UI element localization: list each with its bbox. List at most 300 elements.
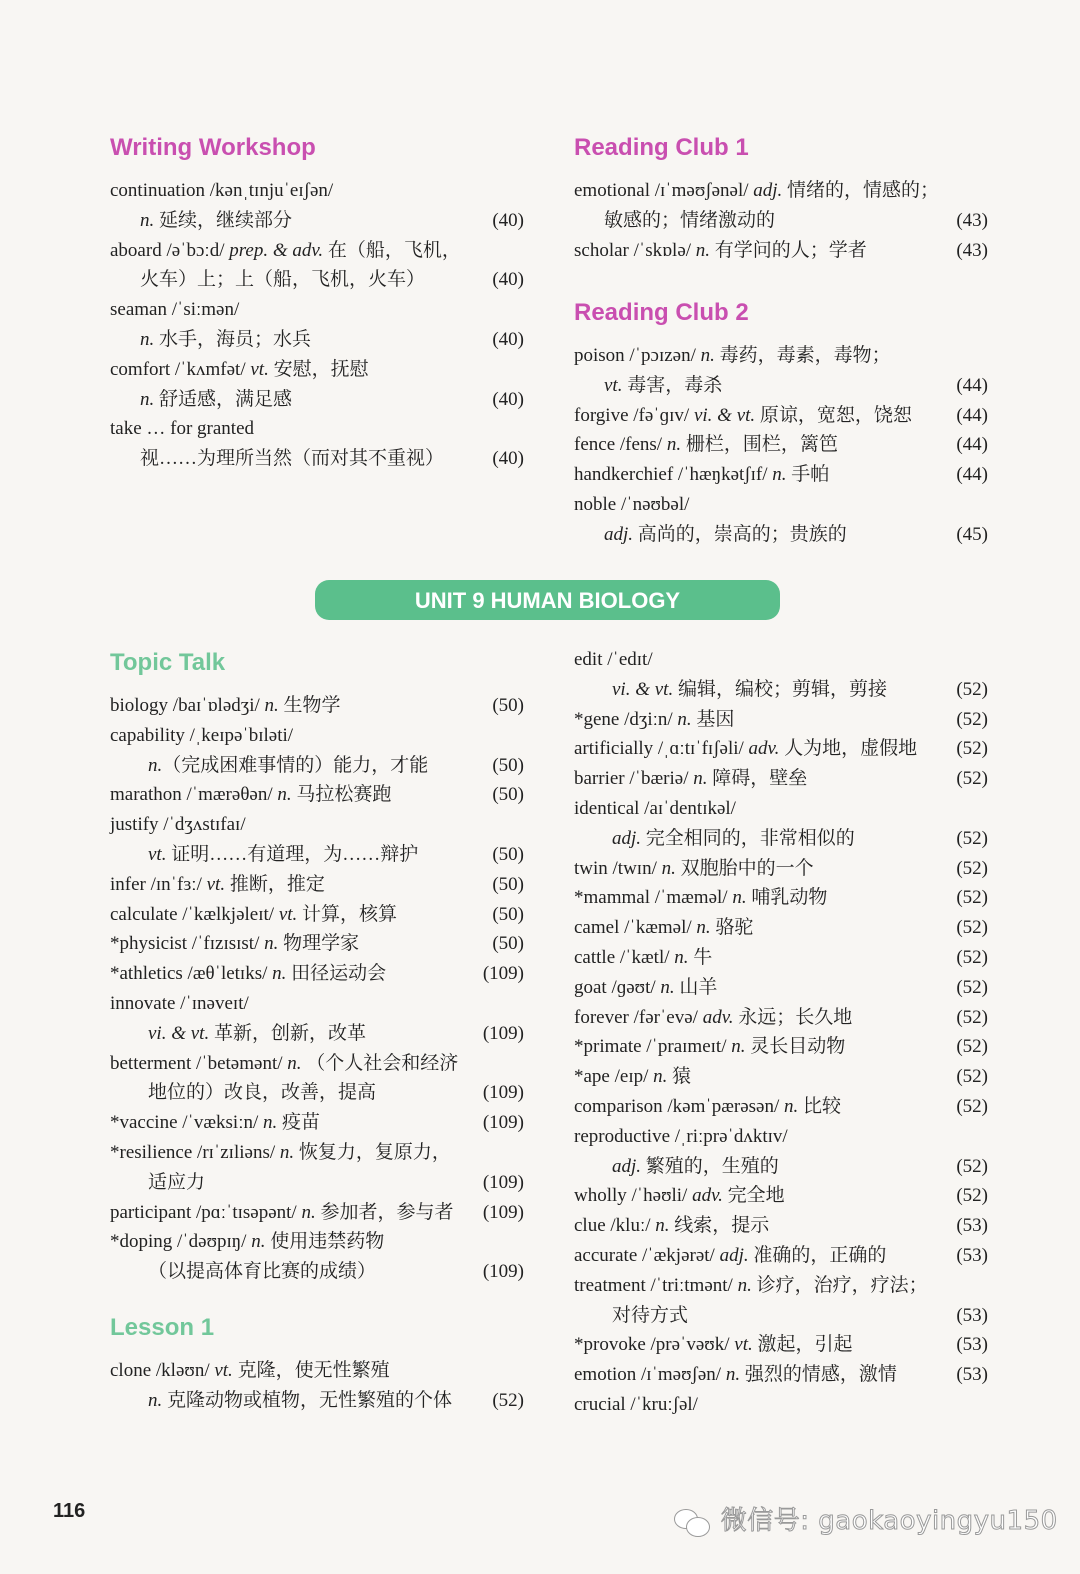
vocab-row [110,959,524,989]
entry-word: fence /fens/ [574,434,667,456]
vocab-row [574,1032,988,1062]
page-reference: (50) [492,873,524,895]
entry-word: participant /pɑːˈtɪsəpənt/ [110,1201,302,1223]
part-of-speech: prep. & adv. [229,239,324,261]
entry-word: 火车）上；上（船，飞机，火车） [140,269,426,291]
vocab-entry [110,1356,390,1386]
vocab-entry [604,206,775,236]
vocab-row [574,675,988,705]
vocab-row [110,236,524,266]
entry-word: twin /twɪn/ [574,857,662,879]
page-reference: (45) [956,523,988,545]
entry-word: *mammal /ˈmæməl/ [574,887,733,909]
vocab-row [110,929,524,959]
vocab-entry [110,959,386,989]
part-of-speech: vi. & vt. [148,1022,210,1044]
vocab-row [574,734,988,764]
vocab-row [574,401,988,431]
entry-word: take … for granted [110,418,255,440]
watermark-text: 微信号: gaokaoyingyu150 [720,1506,1058,1536]
vocab-row [110,1198,524,1228]
definition: 在（船，飞机， [323,239,461,261]
vocab-row [110,1227,524,1257]
part-of-speech: adv. [748,738,780,760]
vocab-row [574,1271,988,1301]
part-of-speech: adv. [692,1185,723,1207]
vocab-entry [140,444,444,474]
page-reference: (44) [956,404,988,426]
vocab-entry [110,810,246,840]
vocab-entry [574,943,712,973]
part-of-speech: n. [660,976,675,998]
part-of-speech: n. [148,754,163,776]
definition: 人为地，虚假地 [779,738,918,760]
part-of-speech: vt. [734,1334,753,1356]
entry-word: betterment /ˈbetəmənt/ [110,1052,288,1074]
entry-word: capability /ˌkeɪpəˈbɪləti/ [110,724,294,746]
vocab-entry [574,734,917,764]
vocab-row [110,1257,524,1287]
entry-word: *provoke /prəˈvəʊk/ [574,1334,735,1356]
part-of-speech: vt. [604,374,623,396]
vocab-entry [110,295,239,325]
page-reference: (52) [956,708,988,730]
section-heading: Reading Club 1 [574,134,749,161]
page-reference: (52) [956,678,988,700]
vocab-entry [140,385,292,415]
page-reference: (43) [956,239,988,261]
vocab-row [110,1168,524,1198]
vocab-row [574,371,988,401]
vocab-entry [110,929,359,959]
definition: 高尚的，崇高的；贵族的 [633,523,847,545]
part-of-speech: n. [263,1112,278,1134]
entry-word: treatment /ˈtriːtmənt/ [574,1274,738,1296]
part-of-speech: n. [700,345,715,366]
vocab-entry [574,1211,769,1241]
page-reference: (53) [956,1364,988,1386]
part-of-speech: adj. [612,1155,642,1177]
entry-word: *ape /eɪp/ [574,1066,654,1088]
part-of-speech: n. [666,434,682,456]
vocab-entry [574,705,734,735]
definition: 骆驼 [710,917,754,939]
definition: 准确的，正确的 [748,1244,887,1266]
entry-word: wholly /ˈhəʊli/ [574,1185,693,1207]
entry-word: （以提高体育比赛的成绩） [148,1261,377,1283]
entry-word: barrier /ˈbæriə/ [574,768,694,790]
section-heading: Reading Club 2 [574,299,749,326]
vocab-row [574,1152,988,1182]
vocab-row [574,430,988,460]
page-reference: (52) [956,1155,988,1177]
vocab-entry [574,794,736,824]
definition: 比较 [798,1095,842,1117]
part-of-speech: n. [731,1036,746,1058]
vocab-entry [148,840,418,870]
entry-word: innovate /ˈɪnəveɪt/ [110,992,249,1014]
entry-word: accurate /ˈækjərət/ [574,1244,720,1266]
vocab-entry [574,176,939,206]
vocab-row [110,840,524,870]
vocab-entry [140,265,425,295]
vocab-row [110,691,524,721]
definition: 栅栏，围栏，篱笆 [681,434,838,456]
page-reference: (52) [956,768,988,790]
definition: 疫苗 [277,1112,321,1134]
part-of-speech: vt. [148,843,167,865]
page-reference: (52) [956,976,988,998]
entry-word: 适应力 [148,1171,206,1193]
definition: 田径运动会 [286,963,387,985]
entry-word: poison /ˈpɔɪzən/ [574,345,701,366]
page-reference: (52) [956,946,988,968]
page-reference: (53) [956,1304,988,1326]
entry-word: goat /ɡəʊt/ [574,976,661,998]
definition: 完全地 [722,1185,785,1207]
vocab-entry [148,1168,205,1198]
vocab-row [574,1122,988,1152]
vocab-row [110,206,524,236]
vocab-entry [574,973,717,1003]
vocab-row [574,1241,988,1271]
entry-word: *primate /ˈpraɪmeɪt/ [574,1036,732,1058]
page-reference: (53) [956,1215,988,1237]
entry-word: comfort /ˈkʌmfət/ [110,358,251,380]
page-reference: (52) [956,857,988,879]
vocab-row [110,1049,524,1079]
vocab-entry [574,854,814,884]
part-of-speech: n. [725,1364,741,1386]
vocab-row [574,1211,988,1241]
vocab-row [574,1301,988,1331]
vocab-row [574,341,988,371]
page-reference: (53) [956,1334,988,1356]
vocab-row [574,490,988,520]
page-reference: (52) [956,887,988,909]
part-of-speech: adj. [753,180,783,201]
definition: 诊疗，治疗，疗法； [751,1274,928,1296]
part-of-speech: n. [140,209,155,231]
vocab-row [110,870,524,900]
entry-word: cattle /ˈkætl/ [574,946,675,968]
entry-word: aboard /əˈbɔːd/ [110,239,230,261]
vocab-entry [574,1360,897,1390]
part-of-speech: n. [148,1389,163,1411]
part-of-speech: n. [140,328,155,350]
page-reference: (109) [482,1261,524,1283]
definition: 安慰，抚慰 [268,358,369,380]
vocab-row [110,1078,524,1108]
part-of-speech: n. [272,963,287,985]
entry-word: comparison /kəmˈpærəsən/ [574,1095,785,1117]
vocab-entry [148,1019,366,1049]
vocab-row [574,764,988,794]
vocab-row [110,355,524,385]
vocab-entry [140,206,292,236]
vocab-entry [612,675,887,705]
wechat-icon [672,1507,712,1537]
definition: 猿 [667,1066,692,1088]
vocab-entry [110,414,254,444]
entry-word: clone /kləʊn/ [110,1360,215,1381]
vocab-row [574,1330,988,1360]
definition: 水手，海员；水兵 [154,328,312,350]
entry-word: *athletics /æθˈletɪks/ [110,963,273,985]
page-reference: (50) [492,784,524,806]
vocab-row [574,943,988,973]
vocab-entry [110,1049,458,1079]
vocab-entry [110,870,325,900]
entry-word: emotion /ɪˈməʊʃən/ [574,1364,726,1386]
vocab-entry [574,401,912,431]
page-reference: (44) [956,464,988,486]
part-of-speech: vt. [278,903,298,925]
entry-word: *doping /ˈdəʊpɪŋ/ [110,1231,252,1253]
definition: 推断，推定 [225,873,325,895]
vocab-entry [574,490,689,520]
vocab-row [574,1003,988,1033]
vocab-entry [148,751,428,781]
vocab-row [574,1092,988,1122]
section-heading: Writing Workshop [110,134,316,161]
entry-word: forever /fərˈevə/ [574,1006,703,1028]
page-reference: (50) [492,695,524,716]
entry-word: scholar /ˈskɒlə/ [574,239,696,261]
watermark [672,1500,1058,1537]
definition: 编辑，编校；剪辑，剪接 [673,678,887,700]
page-reference: (44) [956,374,988,396]
vocab-entry [110,176,333,206]
section-heading: Lesson 1 [110,1314,215,1341]
definition: 山羊 [674,976,718,998]
definition: 毒害，毒杀 [622,374,723,396]
page-reference: (40) [492,448,524,470]
entry-word: infer /ɪnˈfɜː/ [110,873,207,895]
entry-word: 视……为理所当然（而对其不重视） [140,448,445,470]
part-of-speech: vt. [206,873,226,895]
vocab-row [110,176,524,206]
part-of-speech: n. [732,887,747,909]
vocab-row [574,460,988,490]
entry-word: *gene /dʒiːn/ [574,708,678,730]
vocab-entry [574,645,653,675]
definition: 灵长目动物 [745,1036,846,1058]
vocab-row [574,705,988,735]
entry-word: 地位的）改良，改善，提高 [148,1082,377,1104]
definition: 牛 [688,946,713,968]
part-of-speech: n. [693,768,708,790]
vocab-entry [110,1108,320,1138]
vocab-row [574,645,988,675]
definition: 马拉松赛跑 [291,784,392,806]
vocab-entry [110,900,397,930]
definition: 有学问的人；学者 [710,239,867,261]
part-of-speech: adj. [612,827,642,849]
entry-word: clue /kluː/ [574,1215,656,1237]
part-of-speech: n. [264,933,279,955]
part-of-speech: vt. [250,358,269,380]
vocab-row [574,794,988,824]
vocab-row [574,824,988,854]
page-reference: (44) [956,434,988,456]
vocab-row [110,325,524,355]
page-reference: (52) [956,1006,988,1028]
entry-word: noble /ˈnəʊbəl/ [574,493,690,515]
part-of-speech: n. [661,857,676,879]
vocab-entry [574,430,838,460]
vocab-entry [574,460,829,490]
page-reference: (52) [956,1185,988,1207]
part-of-speech: n. [784,1095,799,1117]
definition: 证明……有道理，为……辩护 [166,843,419,865]
vocab-row [110,1386,524,1416]
vocab-entry [110,691,341,721]
definition: 克隆，使无性繁殖 [232,1360,390,1381]
vocab-entry [574,1032,845,1062]
definition: 原谅，宽恕，饶恕 [755,404,912,426]
vocab-row [574,973,988,1003]
entry-word: reproductive /ˌriːprəˈdʌktɪv/ [574,1125,788,1147]
page-reference: (40) [492,269,524,291]
part-of-speech: n. [653,1066,668,1088]
part-of-speech: vi. & vt. [612,678,674,700]
entry-word: calculate /ˈkælkjəleɪt/ [110,903,279,925]
section-heading: Topic Talk [110,649,226,676]
section-reading-club-2 [574,298,988,550]
vocab-row [110,900,524,930]
vocab-entry [604,520,847,550]
vocab-row [110,989,524,1019]
page-reference: (43) [956,209,988,231]
vocab-row [110,780,524,810]
definition: 物理学家 [278,933,360,955]
vocab-row [574,1360,988,1390]
vocab-entry [110,236,461,266]
definition: 激起，引起 [752,1334,853,1356]
page-number: 116 [53,1500,86,1522]
section-reading-club-1 [574,133,988,265]
vocab-entry [110,1138,451,1168]
page-reference: (52) [956,1036,988,1058]
part-of-speech: n. [674,946,689,968]
vocab-entry [110,780,391,810]
page-reference: (52) [492,1389,524,1411]
part-of-speech: n. [264,695,279,716]
part-of-speech: n. [251,1231,266,1253]
definition: 完全相同的，非常相似的 [641,827,855,849]
section-lesson-1 [110,1313,524,1416]
vocab-row [110,810,524,840]
page-reference: (40) [492,209,524,231]
page-reference: (50) [492,903,524,925]
vocab-row [110,444,524,474]
part-of-speech: n. [287,1052,302,1074]
entry-word: 对待方式 [612,1304,689,1326]
part-of-speech: adj. [604,523,634,545]
vocab-entry [612,1301,688,1331]
part-of-speech: n. [696,917,711,939]
part-of-speech: n. [772,464,787,486]
page-reference: (52) [956,917,988,939]
part-of-speech: adv. [702,1006,734,1028]
entry-word: biology /baɪˈɒlədʒi/ [110,695,265,716]
definition: （完成困难事情的）能力，才能 [162,754,429,776]
vocab-row [574,1390,988,1420]
definition: 基因 [691,708,735,730]
entry-word: forgive /fəˈɡɪv/ [574,404,694,426]
vocab-row [110,751,524,781]
part-of-speech: n. [279,1141,295,1163]
entry-word: marathon /ˈmærəθən/ [110,784,278,806]
vocab-entry [574,764,807,794]
vocab-row [110,1108,524,1138]
page-reference: (40) [492,328,524,350]
entry-word: crucial /ˈkruːʃəl/ [574,1393,698,1415]
definition: 情绪的，情感的； [782,180,940,201]
page-reference: (109) [482,1112,524,1134]
vocab-entry [612,824,855,854]
vocab-row [110,385,524,415]
definition: 克隆动物或植物，无性繁殖的个体 [162,1389,453,1411]
entry-word: 敏感的；情绪激动的 [604,209,776,231]
definition: 舒适感，满足感 [154,388,293,410]
page-reference: (52) [956,1095,988,1117]
vocab-row [574,236,988,266]
vocab-row [110,295,524,325]
page-reference: (50) [492,933,524,955]
vocab-entry [604,371,722,401]
vocab-row [574,520,988,550]
entry-word: seaman /ˈsiːmən/ [110,299,240,321]
vocab-entry [574,883,827,913]
definition: 延续，继续部分 [154,209,293,231]
definition: 障碍，壁垒 [707,768,808,790]
definition: 繁殖的，生殖的 [641,1155,779,1177]
definition: 生物学 [278,695,341,716]
part-of-speech: vi. & vt. [693,404,756,426]
vocab-entry [110,355,369,385]
page-reference: (52) [956,1066,988,1088]
page-reference: (50) [492,754,524,776]
vocab-entry [148,1386,452,1416]
entry-word: emotional /ɪˈməʊʃənəl/ [574,180,754,201]
page-reference: (53) [956,1244,988,1266]
page-reference: (109) [482,1022,524,1044]
page-reference: (52) [956,827,988,849]
vocab-entry [140,325,311,355]
vocab-row [110,414,524,444]
vocab-row [574,854,988,884]
vocab-row [110,1138,524,1168]
page-reference: (40) [492,388,524,410]
vocab-entry [574,1390,698,1420]
vocab-row [574,206,988,236]
page-reference: (52) [956,738,988,760]
definition: 革新，创新，改革 [209,1022,366,1044]
part-of-speech: n. [301,1201,316,1223]
vocab-entry [574,1122,788,1152]
entry-word: *resilience /rɪˈzɪliəns/ [110,1141,280,1163]
vocab-entry [574,1181,785,1211]
vocab-entry [574,1241,886,1271]
vocab-entry [574,1003,852,1033]
part-of-speech: adj. [719,1244,749,1266]
entry-word: *vaccine /ˈvæksiːn/ [110,1112,264,1134]
vocab-entry [148,1078,376,1108]
part-of-speech: n. [277,784,292,806]
vocab-entry [574,1330,853,1360]
